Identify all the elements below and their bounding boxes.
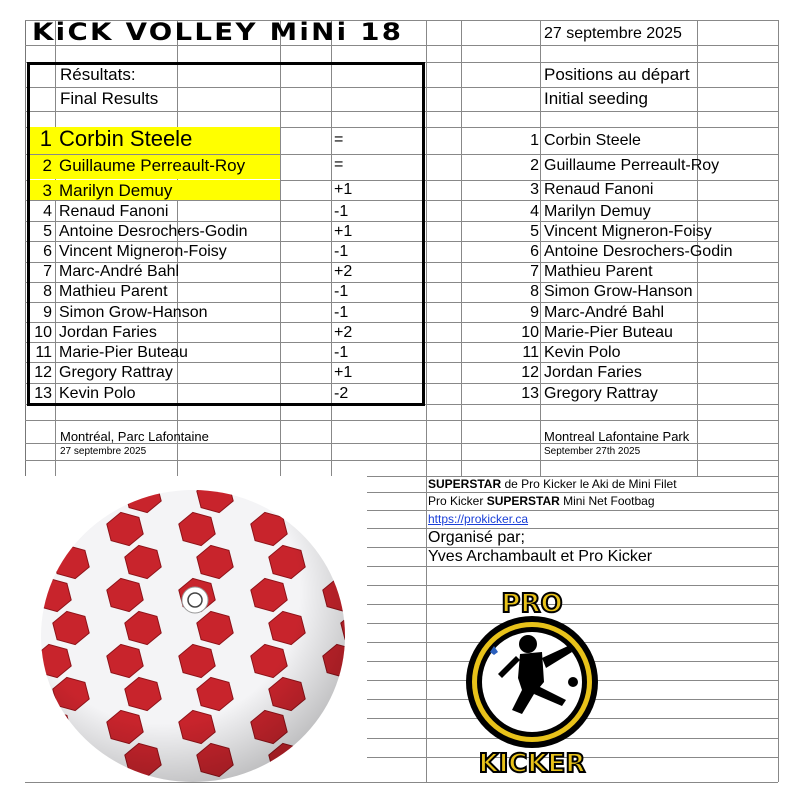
seed-name: Vincent Migneron-Foisy [544, 223, 712, 240]
grid-column-line [540, 20, 541, 476]
seed-name: Mathieu Parent [544, 263, 653, 280]
grid-row-line [25, 420, 778, 421]
seed-rank: 2 [530, 157, 539, 174]
result-rank: 11 [35, 344, 52, 361]
result-name: Mathieu Parent [59, 283, 168, 300]
seeding-heading-en: Initial seeding [544, 89, 648, 108]
seed-name: Simon Grow-Hanson [544, 283, 693, 300]
result-change: -1 [334, 283, 349, 300]
results-heading-fr: Résultats: [60, 65, 136, 84]
results-location: Montréal, Parc Lafontaine [60, 429, 209, 444]
ball-panel [323, 710, 359, 743]
result-name: Guillaume Perreault-Roy [59, 156, 246, 175]
sponsor-line-2-pre: Pro Kicker [428, 494, 487, 508]
ball-panel [53, 479, 89, 512]
result-rank: 10 [34, 324, 52, 341]
sponsor-superstar-fr: SUPERSTAR [428, 477, 502, 491]
result-rank: 6 [43, 243, 52, 260]
results-heading-en: Final Results [60, 89, 159, 108]
result-change: -1 [334, 344, 349, 361]
seed-name: Antoine Desrochers-Godin [544, 243, 733, 260]
ball-panel [269, 479, 305, 512]
seed-name: Jordan Faries [544, 364, 642, 381]
sponsor-line-1 [428, 478, 677, 490]
result-rank: 2 [42, 156, 52, 175]
seed-rank: 11 [522, 344, 539, 361]
result-change: -1 [334, 203, 349, 220]
result-rank: 12 [34, 364, 52, 381]
seeding-date: September 27th 2025 [544, 446, 641, 457]
sponsor-line-2 [428, 495, 655, 507]
seed-name: Gregory Rattray [544, 385, 658, 402]
result-rank: 4 [43, 203, 52, 220]
seed-name: Marie-Pier Buteau [544, 324, 673, 341]
result-change: +1 [334, 181, 353, 198]
sponsor-link[interactable]: https://prokicker.ca [428, 512, 529, 526]
result-name: Marilyn Demuy [59, 181, 173, 200]
grid-column-line [778, 20, 779, 782]
seeding-heading-fr: Positions au départ [544, 65, 690, 84]
result-change: +1 [334, 223, 353, 240]
result-change: = [334, 156, 344, 173]
result-rank: 8 [43, 283, 52, 300]
results-date: 27 septembre 2025 [60, 446, 147, 457]
result-change: +1 [334, 364, 353, 381]
seed-rank: 13 [521, 385, 539, 402]
result-name: Kevin Polo [59, 385, 136, 402]
grid-column-line [461, 20, 462, 476]
result-rank: 13 [34, 385, 52, 402]
result-rank: 7 [43, 263, 52, 280]
result-rank: 1 [39, 126, 52, 151]
logo-top-text: PRO [501, 589, 563, 619]
seed-rank: 8 [530, 283, 539, 300]
seed-rank: 9 [530, 304, 539, 321]
sponsor-line-1-rest: de Pro Kicker le Aki de Mini Filet [501, 477, 677, 491]
result-rank: 9 [43, 304, 52, 321]
ball-panel [35, 512, 71, 545]
footbag-ball-image [25, 476, 367, 782]
seed-rank: 12 [521, 364, 539, 381]
ball-panel [53, 743, 89, 776]
ball-panel [341, 479, 367, 512]
seed-name: Marilyn Demuy [544, 203, 651, 220]
ball-panel [323, 512, 359, 545]
pro-kicker-logo [448, 582, 638, 782]
seed-rank: 4 [530, 203, 539, 220]
result-name: Jordan Faries [59, 324, 157, 341]
result-change: = [334, 131, 344, 148]
sponsor-superstar-en: SUPERSTAR [486, 494, 560, 508]
seed-rank: 10 [521, 324, 539, 341]
result-name: Gregory Rattray [59, 364, 173, 381]
result-name: Vincent Migneron-Foisy [59, 243, 227, 260]
sponsor-line-2-rest: Mini Net Footbag [559, 494, 655, 508]
result-change: -1 [334, 304, 349, 321]
result-name: Renaud Fanoni [59, 203, 169, 220]
seed-rank: 7 [530, 263, 539, 280]
result-change: +2 [334, 263, 353, 280]
grid-row-line [25, 460, 778, 461]
result-name: Simon Grow-Hanson [59, 304, 208, 321]
seed-name: Guillaume Perreault-Roy [544, 157, 720, 174]
organized-label: Organisé par; [428, 529, 525, 546]
ball-panel [341, 677, 367, 710]
result-rank: 5 [43, 223, 52, 240]
seed-rank: 6 [530, 243, 539, 260]
page-title: KiCK VOLLEY MiNi 18 [32, 18, 404, 46]
seed-rank: 1 [530, 132, 539, 149]
seed-name: Kevin Polo [544, 344, 621, 361]
result-name: Antoine Desrochers-Godin [59, 223, 248, 240]
header-date: 27 septembre 2025 [544, 25, 682, 42]
seed-rank: 5 [530, 223, 539, 240]
seed-rank: 3 [530, 181, 539, 198]
result-rank: 3 [42, 181, 52, 200]
footbag-photo [25, 476, 367, 782]
result-name: Marc-André Bahl [59, 263, 180, 280]
organizers: Yves Archambault et Pro Kicker [428, 548, 653, 565]
result-name: Corbin Steele [59, 126, 193, 151]
ball-panel [341, 545, 367, 578]
logo-bottom-text: KICKER [478, 749, 586, 779]
result-change: -1 [334, 243, 349, 260]
ball-panel [341, 743, 367, 776]
seed-name: Marc-André Bahl [544, 304, 665, 321]
seeding-location: Montreal Lafontaine Park [544, 429, 690, 444]
grid-row-line [25, 782, 778, 783]
grid-column-line [426, 20, 427, 782]
seed-name: Renaud Fanoni [544, 181, 654, 198]
result-change: -2 [334, 385, 349, 402]
seed-name: Corbin Steele [544, 132, 641, 149]
result-name: Marie-Pier Buteau [59, 344, 188, 361]
result-change: +2 [334, 324, 353, 341]
